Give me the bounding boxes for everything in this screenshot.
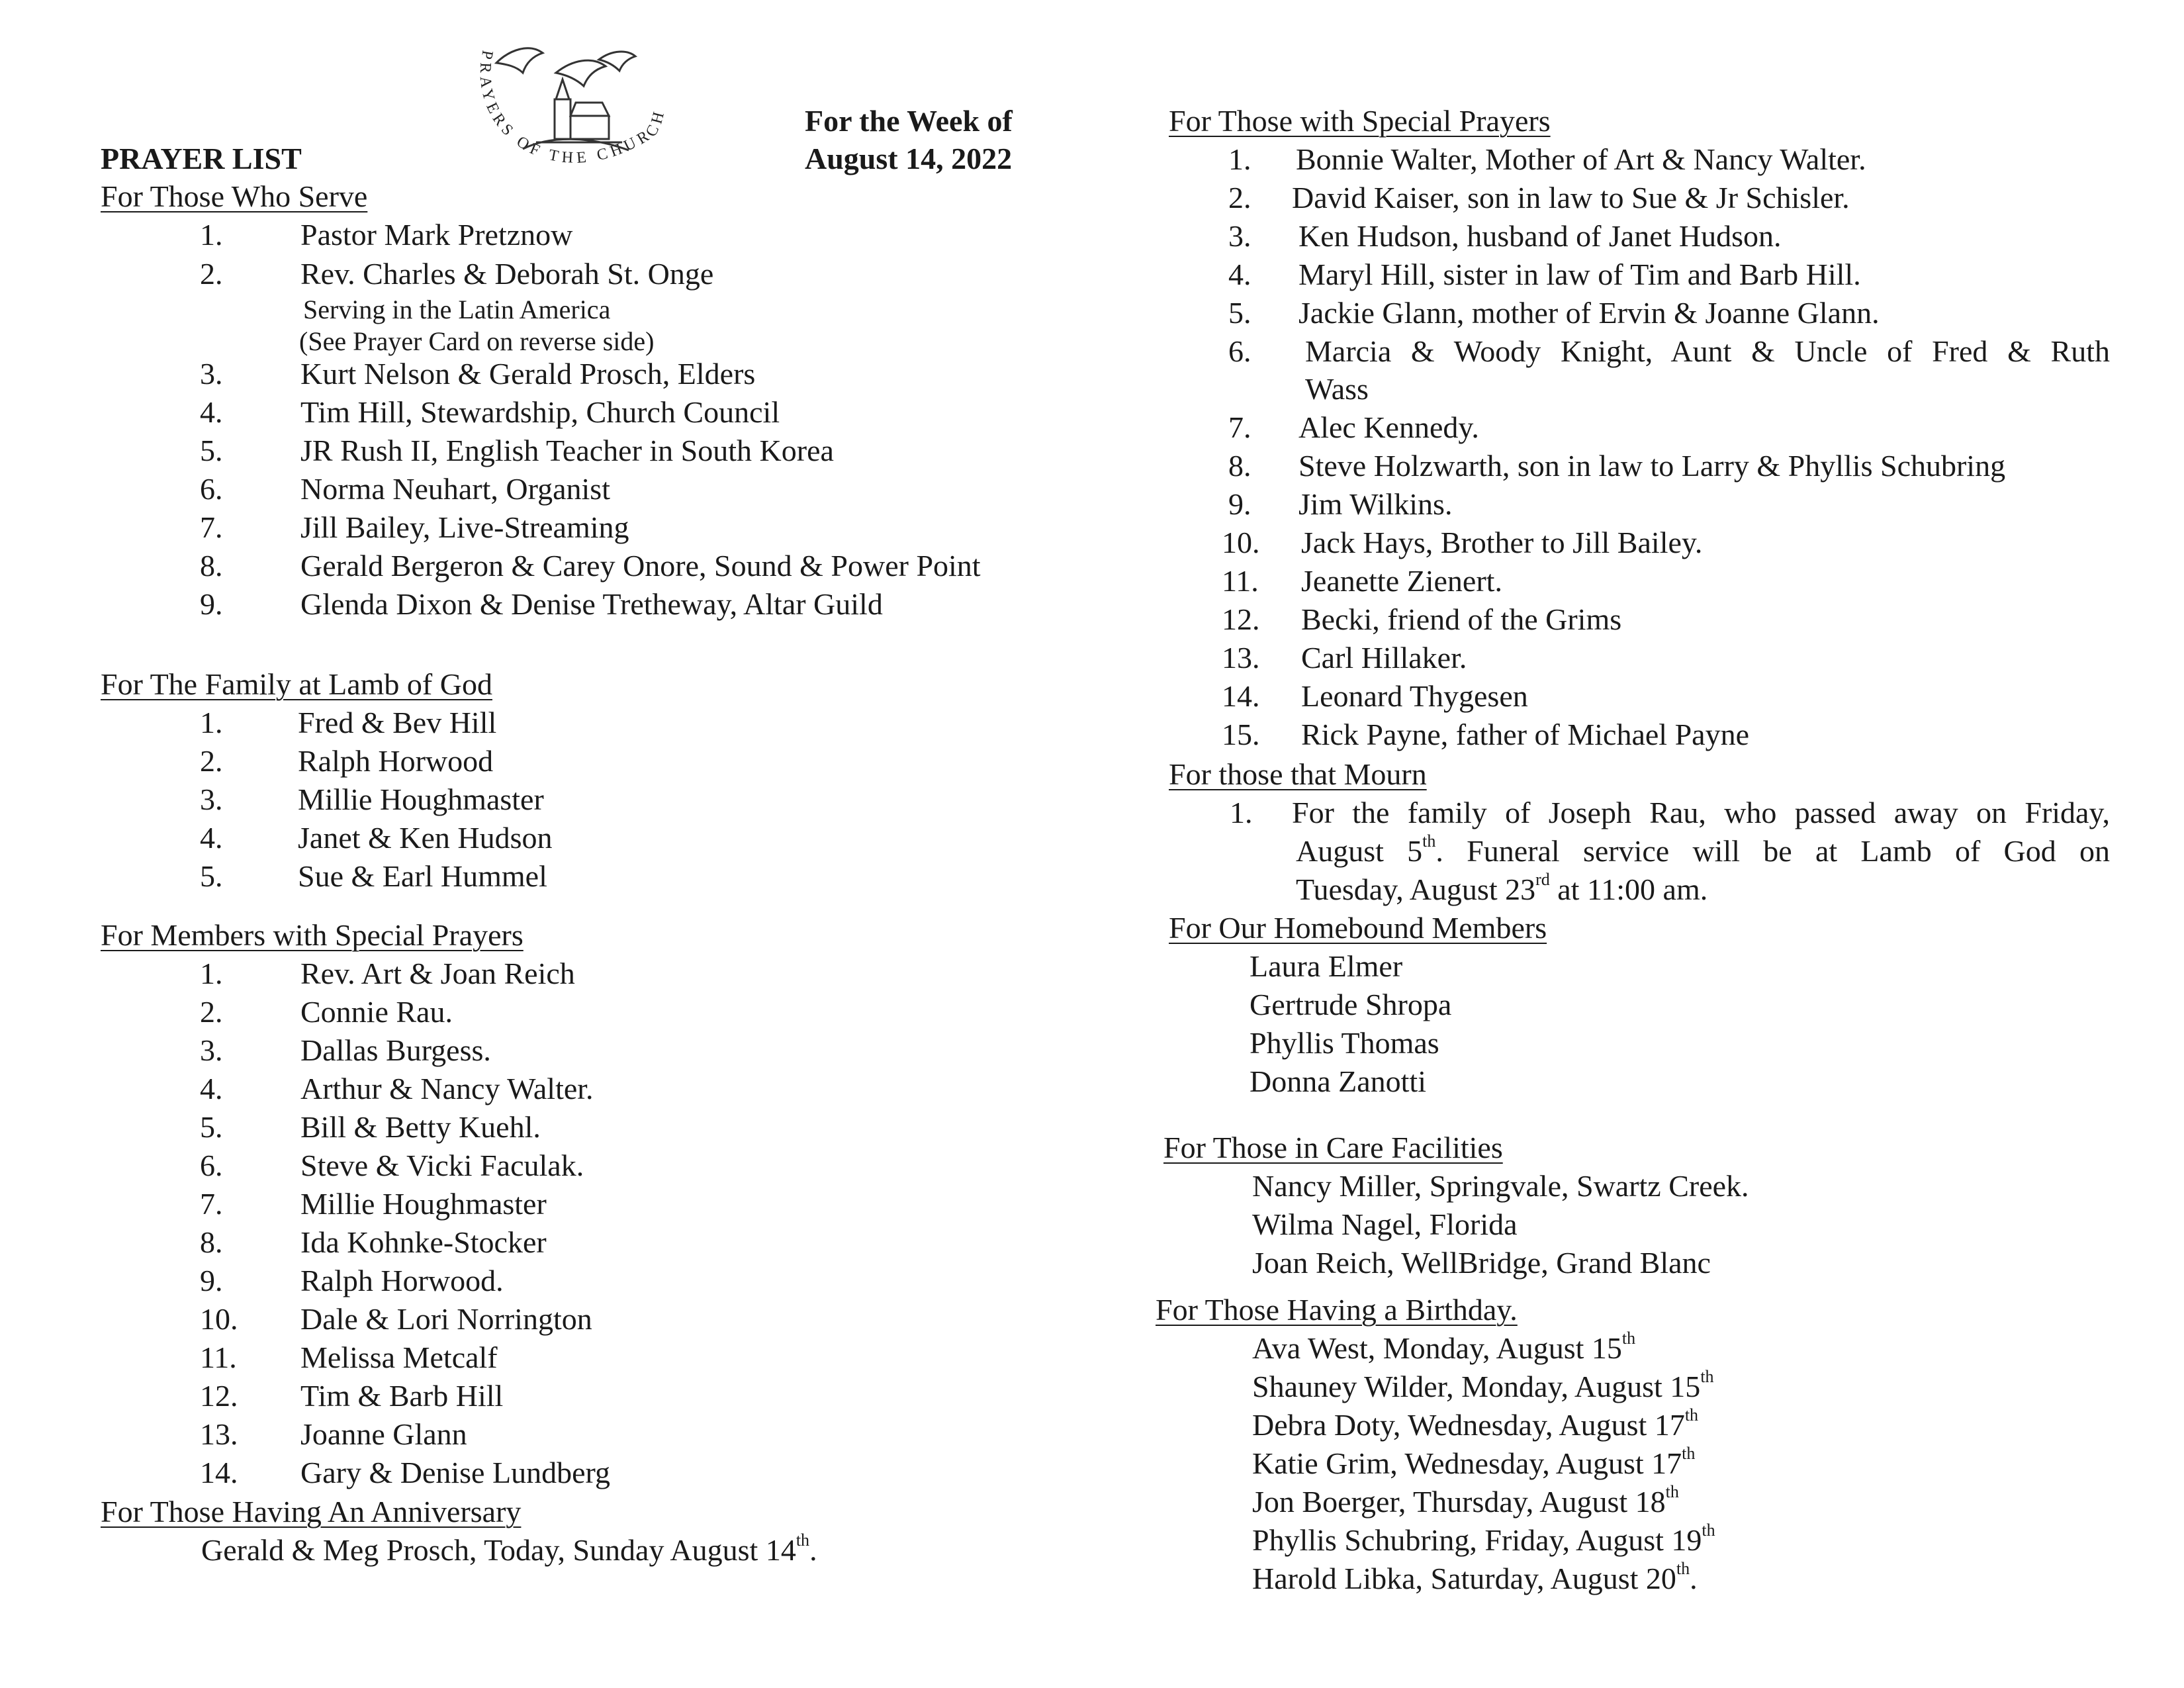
serve-list-item: Norma Neuhart, Organist: [300, 472, 610, 506]
week-date: August 14, 2022: [805, 142, 1013, 175]
special-prayer-number: 4.: [1228, 258, 1251, 291]
special-prayer-number: 13.: [1222, 641, 1260, 675]
birthday-entry: Katie Grim, Wednesday, August 17th: [1252, 1444, 1696, 1480]
special-prayer-number: 1.: [1228, 142, 1251, 176]
special-prayer-number: 3.: [1228, 219, 1251, 253]
special-prayer-item: Carl Hillaker.: [1301, 641, 1467, 675]
special-prayer-number: 15.: [1222, 718, 1260, 751]
family-list-item: Fred & Bev Hill: [298, 706, 497, 739]
member-list-item-number: 8.: [200, 1225, 223, 1259]
mourn-line-3: Tuesday, August 23rd at 11:00 am.: [1296, 870, 1708, 906]
birthday-entry: Debra Doty, Wednesday, August 17th: [1252, 1405, 1699, 1442]
member-list-item: Rev. Art & Joan Reich: [300, 957, 575, 990]
family-list-item: Janet & Ken Hudson: [298, 821, 553, 855]
section-heading-birthday: For Those Having a Birthday.: [1156, 1293, 1518, 1327]
special-prayer-number: 2.: [1228, 181, 1251, 214]
member-list-item-number: 11.: [200, 1340, 237, 1374]
mourn-line-2: August 5th. Funeral service will be at Lamb of God on: [1296, 831, 2111, 868]
special-prayer-number: 6.: [1228, 334, 1251, 368]
member-list-item-number: 10.: [200, 1302, 238, 1336]
birthday-entry: Ava West, Monday, August 15th: [1252, 1329, 1636, 1365]
serve-list-item-number: 8.: [200, 549, 223, 583]
member-list-item: Gary & Denise Lundberg: [300, 1456, 610, 1489]
special-item-6-wrap: Wass: [1305, 372, 1369, 406]
serve-note-2: (See Prayer Card on reverse side): [299, 326, 655, 356]
family-list-item-number: 2.: [200, 744, 223, 778]
member-list-item-number: 6.: [200, 1149, 223, 1182]
member-list-item-number: 7.: [200, 1187, 223, 1221]
homebound-member: Laura Elmer: [1250, 949, 1403, 983]
serve-list-item-number: 4.: [200, 395, 223, 429]
special-prayer-number: 7.: [1228, 410, 1251, 444]
member-list-item-number: 5.: [200, 1110, 223, 1144]
serve-list-item: Tim Hill, Stewardship, Church Council: [300, 395, 780, 429]
member-list-item-number: 14.: [200, 1456, 238, 1489]
member-list-item-number: 13.: [200, 1417, 238, 1451]
section-heading-anniversary: For Those Having An Anniversary: [101, 1495, 522, 1528]
section-heading-homebound: For Our Homebound Members: [1169, 911, 1547, 945]
care-facility-entry: Joan Reich, WellBridge, Grand Blanc: [1252, 1246, 1711, 1280]
serve-list-item: Pastor Mark Pretznow: [300, 218, 573, 252]
svg-text:PRAYERS OF THE CHURCH: PRAYERS OF THE CHURCH: [476, 48, 669, 167]
serve-list-item: Kurt Nelson & Gerald Prosch, Elders: [300, 357, 756, 391]
family-list-item: Ralph Horwood: [298, 744, 494, 778]
special-prayer-item: David Kaiser, son in law to Sue & Jr Schisler.: [1292, 181, 1850, 214]
section-heading-mourn: For those that Mourn: [1169, 757, 1427, 791]
birthday-entry: Phyllis Schubring, Friday, August 19th: [1252, 1521, 1715, 1557]
section-heading-members: For Members with Special Prayers: [101, 918, 523, 952]
serve-list-item: Glenda Dixon & Denise Tretheway, Altar Guild: [300, 587, 883, 621]
section-heading-serve: For Those Who Serve: [101, 179, 368, 213]
family-list-item-number: 3.: [200, 782, 223, 816]
anniversary-entry: Gerald & Meg Prosch, Today, Sunday August 14th.: [201, 1530, 817, 1567]
member-list-item: Connie Rau.: [300, 995, 453, 1029]
special-prayer-number: 10.: [1222, 526, 1260, 559]
special-prayer-item: Jim Wilkins.: [1298, 487, 1453, 521]
member-list-item: Ida Kohnke-Stocker: [300, 1225, 547, 1259]
special-prayer-item: Steve Holzwarth, son in law to Larry & Phyllis Schubring: [1298, 449, 2006, 483]
special-prayer-item: Bonnie Walter, Mother of Art & Nancy Walter.: [1296, 142, 1866, 176]
member-list-item: Tim & Barb Hill: [300, 1379, 504, 1413]
special-prayer-item: Jackie Glann, mother of Ervin & Joanne Glann.: [1298, 296, 1880, 330]
homebound-member: Donna Zanotti: [1250, 1064, 1426, 1098]
family-list-item-number: 4.: [200, 821, 223, 855]
member-list-item: Melissa Metcalf: [300, 1340, 498, 1374]
serve-list-item: Rev. Charles & Deborah St. Onge: [300, 257, 714, 291]
mourn-item-number: 1.: [1230, 796, 1253, 829]
family-list-item: Millie Houghmaster: [298, 782, 544, 816]
week-label: For the Week of: [805, 104, 1013, 138]
special-prayer-item: Marcia & Woody Knight, Aunt & Uncle of Fred & Ruth: [1305, 334, 2110, 368]
prayers-of-the-church-logo: [457, 36, 675, 195]
member-list-item-number: 4.: [200, 1072, 223, 1105]
member-list-item: Dallas Burgess.: [300, 1033, 491, 1067]
care-facility-entry: Nancy Miller, Springvale, Swartz Creek.: [1252, 1169, 1749, 1203]
special-prayer-item: Becki, friend of the Grims: [1301, 602, 1622, 636]
family-list-item: Sue & Earl Hummel: [298, 859, 547, 893]
serve-list-item-number: 6.: [200, 472, 223, 506]
serve-list-item: JR Rush II, English Teacher in South Korea: [300, 434, 834, 467]
special-prayer-item: Jeanette Zienert.: [1301, 564, 1502, 598]
homebound-member: Gertrude Shropa: [1250, 988, 1452, 1021]
member-list-item: Arthur & Nancy Walter.: [300, 1072, 594, 1105]
serve-list-item-number: 1.: [200, 218, 223, 252]
member-list-item: Millie Houghmaster: [300, 1187, 547, 1221]
member-list-item: Dale & Lori Norrington: [300, 1302, 592, 1336]
birthday-entry: Harold Libka, Saturday, August 20th.: [1252, 1559, 1698, 1595]
serve-list-item-number: 9.: [200, 587, 223, 621]
special-prayer-item: Maryl Hill, sister in law of Tim and Barb Hill.: [1298, 258, 1861, 291]
family-list-item-number: 1.: [200, 706, 223, 739]
special-prayer-item: Rick Payne, father of Michael Payne: [1301, 718, 1749, 751]
member-list-item-number: 12.: [200, 1379, 238, 1413]
serve-list-item: Jill Bailey, Live-Streaming: [300, 510, 629, 544]
section-heading-special-prayers: For Those with Special Prayers: [1169, 104, 1551, 138]
birthday-entry: Jon Boerger, Thursday, August 18th: [1252, 1482, 1679, 1519]
serve-list-item-number: 7.: [200, 510, 223, 544]
member-list-item-number: 3.: [200, 1033, 223, 1067]
special-prayer-number: 12.: [1222, 602, 1260, 636]
section-heading-family: For The Family at Lamb of God: [101, 667, 492, 701]
member-list-item-number: 9.: [200, 1264, 223, 1297]
special-prayer-item: Leonard Thygesen: [1301, 679, 1528, 713]
member-list-item: Joanne Glann: [300, 1417, 467, 1451]
member-list-item-number: 2.: [200, 995, 223, 1029]
special-prayer-item: Ken Hudson, husband of Janet Hudson.: [1298, 219, 1782, 253]
mourn-line-1: For the family of Joseph Rau, who passed away on Friday,: [1292, 796, 2110, 829]
special-prayer-number: 9.: [1228, 487, 1251, 521]
page-title: PRAYER LIST: [101, 142, 302, 175]
birthday-entry: Shauney Wilder, Monday, August 15th: [1252, 1367, 1714, 1403]
serve-list-item-number: 5.: [200, 434, 223, 467]
special-prayer-item: Jack Hays, Brother to Jill Bailey.: [1301, 526, 1703, 559]
serve-list-item: Gerald Bergeron & Carey Onore, Sound & Power Point: [300, 549, 981, 583]
special-prayer-number: 8.: [1228, 449, 1251, 483]
member-list-item: Steve & Vicki Faculak.: [300, 1149, 584, 1182]
serve-list-item-number: 2.: [200, 257, 223, 291]
member-list-item: Bill & Betty Kuehl.: [300, 1110, 541, 1144]
homebound-member: Phyllis Thomas: [1250, 1026, 1439, 1060]
section-heading-care: For Those in Care Facilities: [1163, 1131, 1503, 1164]
member-list-item-number: 1.: [200, 957, 223, 990]
special-prayer-number: 11.: [1222, 564, 1259, 598]
special-prayer-number: 14.: [1222, 679, 1260, 713]
family-list-item-number: 5.: [200, 859, 223, 893]
member-list-item: Ralph Horwood.: [300, 1264, 504, 1297]
care-facility-entry: Wilma Nagel, Florida: [1252, 1207, 1518, 1241]
serve-list-item-number: 3.: [200, 357, 223, 391]
serve-note-1: Serving in the Latin America: [303, 295, 611, 324]
special-prayer-number: 5.: [1228, 296, 1251, 330]
special-prayer-item: Alec Kennedy.: [1298, 410, 1479, 444]
